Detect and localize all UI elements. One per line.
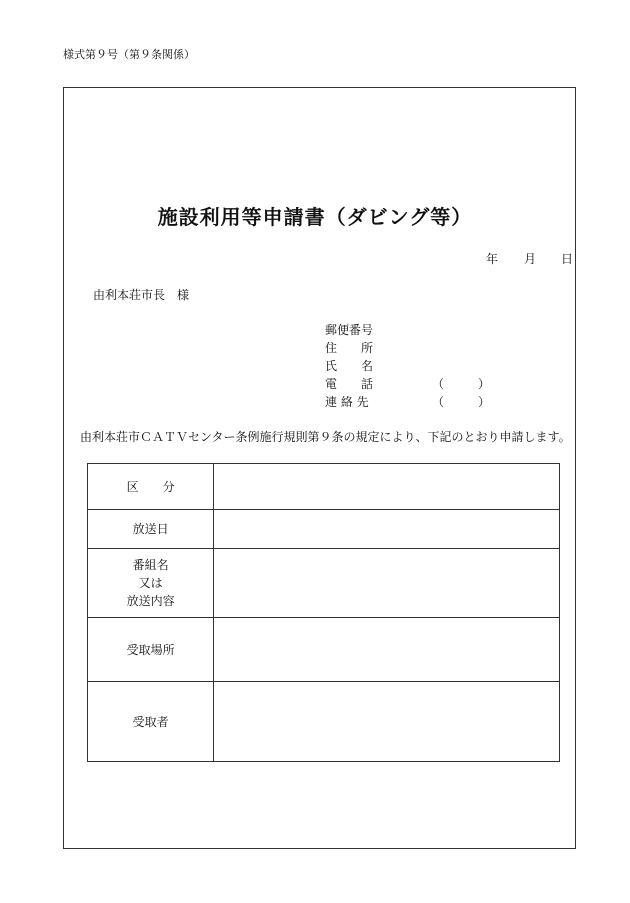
table-row xyxy=(88,549,560,618)
table-row xyxy=(88,618,560,682)
address-label: 住 所 xyxy=(325,341,374,355)
recipient-field[interactable] xyxy=(214,682,560,762)
phone-label: 電 話 xyxy=(325,377,374,391)
program-label-line1: 番組名 xyxy=(132,558,169,572)
application-statement: 由利本荘市ＣＡＴＶセンター条例施行規則第９条の規定により、下記のとおり申請します。 xyxy=(80,430,571,444)
phone-paren-open: （ xyxy=(432,377,445,391)
application-table xyxy=(87,463,560,762)
recipient-label: 受取者 xyxy=(88,682,214,762)
phone-paren-close: ） xyxy=(478,377,491,391)
pickup-place-label: 受取場所 xyxy=(88,618,214,682)
broadcast-date-label: 放送日 xyxy=(88,510,214,549)
category-label: 区 分 xyxy=(88,464,214,510)
date-month-label: 月 xyxy=(524,252,537,266)
page-title: 施設利用等申請書（ダビング等） xyxy=(157,205,473,229)
broadcast-date-field[interactable] xyxy=(214,510,560,549)
pickup-place-field[interactable] xyxy=(214,618,560,682)
contact-paren-open: （ xyxy=(432,395,445,409)
table-row xyxy=(88,464,560,510)
table-row xyxy=(88,682,560,762)
contact-label: 連 絡 先 xyxy=(325,395,369,409)
program-label xyxy=(88,549,214,618)
name-label: 氏 名 xyxy=(325,359,374,373)
program-label-line3: 放送内容 xyxy=(126,594,175,608)
date-day-label: 日 xyxy=(561,252,574,266)
program-label-line2: 又は xyxy=(138,576,163,590)
contact-paren-close: ） xyxy=(478,395,491,409)
postal-code-label: 郵便番号 xyxy=(325,323,374,337)
table-row xyxy=(88,510,560,549)
category-field[interactable] xyxy=(214,464,560,510)
program-field[interactable] xyxy=(214,549,560,618)
form-number: 様式第９号（第９条関係） xyxy=(63,48,195,61)
date-year-label: 年 xyxy=(486,252,499,266)
addressee: 由利本荘市長 様 xyxy=(93,288,190,302)
